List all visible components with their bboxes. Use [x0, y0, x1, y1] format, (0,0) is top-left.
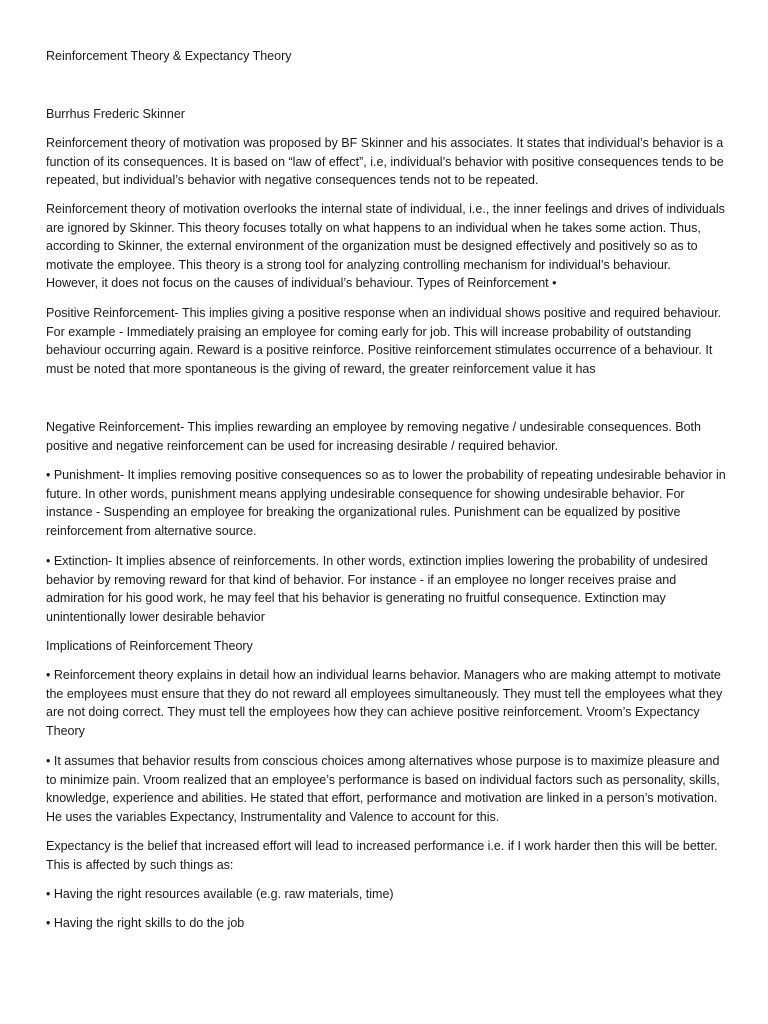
paragraph-punishment: • Punishment- It implies removing positive consequences so as to lower the probability of repeating undesirable behavior in future. In other words, punishment means applying undesirable consequence for showing undesirable behavior. For instance - Suspending an employee for breaking the organizational rules. Punishment can be equalized by positive reinforcement from alternative source.	[46, 468, 726, 538]
author-heading: Burrhus Frederic Skinner	[46, 107, 185, 121]
paragraph-internal-state: Reinforcement theory of motivation overlooks the internal state of individual, i.e., the inner feelings and drives of individuals are ignored by Skinner. This theory focuses totally on what happens to an individual when he takes some action. Thus, according to Skinner, the external environment of the organization must be designed effectively and positively so as to motivate the employee. This theory is a strong tool for analyzing controlling mechanism for individual’s behaviour. However, it does not focus on the causes of individual’s behaviour. Types of Reinforcement •	[46, 202, 725, 290]
paragraph-vroom: • It assumes that behavior results from conscious choices among alternatives whose purpose is to maximize pleasure and to minimize pain. Vroom realized that an employee’s performance is based on individual factors such as personality, skills, knowledge, experience and abilities. He stated that effort, performance and motivation are linked in a person’s motivation. He uses the variables Expectancy, Instrumentality and Valence to account for this.	[46, 754, 720, 824]
document-title: Reinforcement Theory & Expectancy Theory	[46, 49, 292, 63]
bullet-skills: • Having the right skills to do the job	[46, 916, 245, 930]
bullet-resources: • Having the right resources available (e.g. raw materials, time)	[46, 887, 394, 901]
paragraph-implications: • Reinforcement theory explains in detail how an individual learns behavior. Managers who are making attempt to motivate the employees must ensure that they do not reward all employees simultaneously. They must tell the employees what they are not doing correct. They must tell the employees how they can achieve positive reinforcement. Vroom’s Expectancy Theory	[46, 668, 723, 738]
paragraph-expectancy: Expectancy is the belief that increased effort will lead to increased performance i.e. if I work harder then this will be better. This is affected by such things as:	[46, 839, 718, 872]
section-heading-implications: Implications of Reinforcement Theory	[46, 639, 253, 653]
paragraph-extinction: • Extinction- It implies absence of reinforcements. In other words, extinction implies lowering the probability of undesired behavior by removing reward for that kind of behavior. For instance - if an employee no longer receives praise and admiration for his good work, he may feel that his behavior is generating no fruitful consequence. Extinction may unintentionally lower desirable behavior	[46, 554, 708, 624]
paragraph-skinner-intro: Reinforcement theory of motivation was proposed by BF Skinner and his associates. It states that individual’s behavior is a function of its consequences. It is based on “law of effect”, i.e, individual’s behavior with positive consequences tends to be repeated, but individual’s behavior with negative consequences tends not to be repeated.	[46, 136, 724, 187]
paragraph-positive-reinforcement: Positive Reinforcement- This implies giving a positive response when an individual shows positive and required behaviour. For example - Immediately praising an employee for coming early for job. This will increase probability of outstanding behaviour occurring again. Reward is a positive reinforce. Positive reinforcement stimulates occurrence of a behaviour. It must be noted that more spontaneous is the giving of reward, the greater reinforcement value it has	[46, 306, 722, 376]
paragraph-negative-reinforcement: Negative Reinforcement- This implies rewarding an employee by removing negative / undesirable consequences. Both positive and negative reinforcement can be used for increasing desirable / required behavior.	[46, 420, 701, 453]
